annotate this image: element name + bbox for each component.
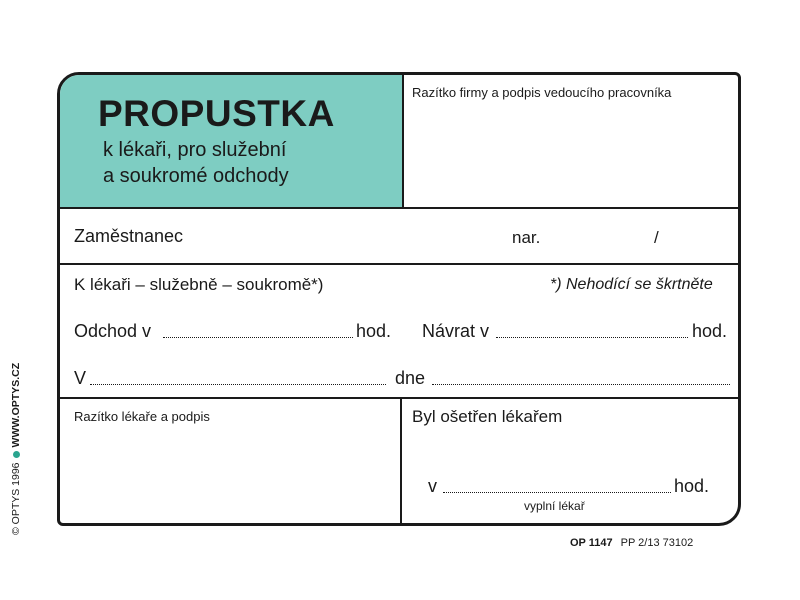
divider <box>60 397 738 399</box>
form-info: PP 2/13 73102 <box>620 537 694 549</box>
return-unit: hod. <box>692 321 728 341</box>
departure-unit: hod. <box>356 321 392 341</box>
doctor-stamp-label: Razítko lékaře a podpis <box>74 409 210 424</box>
divider <box>60 263 738 265</box>
form-title: PROPUSTKA <box>98 93 335 134</box>
company-stamp-label: Razítko firmy a podpis vedoucího pracovníka <box>412 85 672 100</box>
birth-slash: / <box>654 228 659 247</box>
date-field[interactable] <box>432 384 730 385</box>
departure-label: Odchod v <box>74 321 152 341</box>
return-label: Návrat v <box>422 321 490 341</box>
treated-label: Byl ošetřen lékařem <box>412 407 563 426</box>
treated-time-unit: hod. <box>674 476 710 496</box>
strike-note: *) Nehodící se škrtněte <box>550 276 713 293</box>
subtitle-line-1: k lékaři, pro služební <box>103 139 287 161</box>
purpose-label: K lékaři – služebně – soukromě*) <box>74 275 324 294</box>
side-text <box>10 363 22 535</box>
return-field[interactable] <box>496 337 688 338</box>
divider <box>400 397 402 526</box>
treated-time-label: v <box>428 476 437 496</box>
subtitle-line-2: a soukromé odchody <box>103 165 289 187</box>
green-dot-icon <box>13 451 20 458</box>
divider <box>60 207 738 209</box>
departure-field[interactable] <box>163 337 353 338</box>
place-label: V <box>74 368 87 388</box>
pass-form <box>57 72 741 526</box>
form-subtitle <box>103 137 289 189</box>
form-code: OP 1147 <box>570 537 613 549</box>
website-text: WWW.OPTYS.CZ <box>10 362 22 448</box>
date-label: dne <box>395 368 426 388</box>
header-panel <box>60 75 404 207</box>
copyright-text: © OPTYS 1996 <box>10 462 22 535</box>
fill-note: vyplní lékař <box>524 499 585 513</box>
treated-time-field[interactable] <box>443 492 671 493</box>
birth-label: nar. <box>512 228 541 247</box>
place-field[interactable] <box>90 384 386 385</box>
footer <box>570 537 693 549</box>
employee-label: Zaměstnanec <box>74 226 184 246</box>
